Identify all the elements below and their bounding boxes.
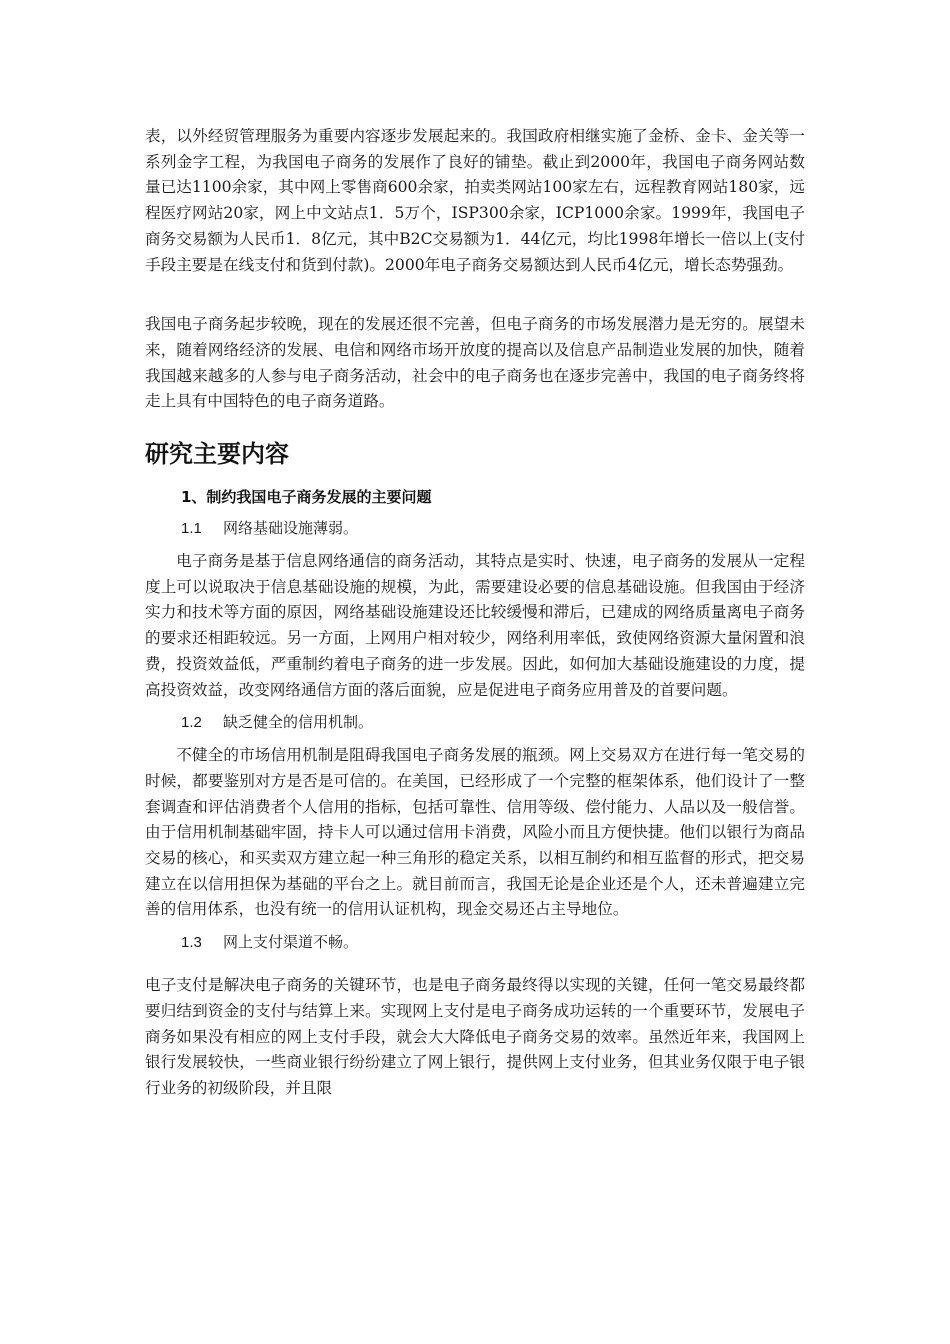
heading-main: 研究主要内容	[145, 440, 289, 469]
subsection-number: 1.2	[181, 714, 202, 732]
paragraph-intro: 表，以外经贸管理服务为重要内容逐步发展起来的。我国政府相继实施了金桥、金卡、金关等一系列金字工程，为我国电子商务的发展作了良好的铺垫。截止到2000年，我国电子商务网站数量已达1100余家，其中网上零售商600余家，拍卖类网站100家左右，远程教育网站180家，远程医疗网站20家，网上中文站点1．5万个，ISP300余家，ICP1000余家。1999年，我国电子商务交易额为人民币1．8亿元，其中B2C交易额为1．44亿元，均比1998年增长一倍以上(支付手段主要是在线支付和货到付款)。2000年电子商务交易额达到人民币4亿元，增长态势强劲。	[145, 127, 805, 274]
subsection-1-1-body: 电子商务是基于信息网络通信的商务活动，其特点是实时、快速，电子商务的发展从一定程度上可以说取决于信息基础设施的规模，为此，需要建设必要的信息基础设施。但我国由于经济实力和技术等方面的原因，网络基础设施建设还比较缓慢和滞后，已建成的网络质量离电子商务的要求还相距较远。另一方面，上网用户相对较少，网络利用率低，致使网络资源大量闲置和浪费，投资效益低，严重制约着电子商务的进一步发展。因此，如何加大基础设施建设的力度，提高投资效益，改变网络通信方面的落后面貌，应是促进电子商务应用普及的首要问题。	[145, 552, 805, 699]
subsection-1-3-body: 电子支付是解决电子商务的关键环节，也是电子商务最终得以实现的关键，任何一笔交易最终都要归结到资金的支付与结算上来。实现网上支付是电子商务成功运转的一个重要环节，发展电子商务如果没有相应的网上支付手段，就会大大降低电子商务交易的效率。虽然近年来，我国网上银行发展较快，一些商业银行纷纷建立了网上银行，提供网上支付业务，但其业务仅限于电子银行业务的初级阶段，并且限	[145, 976, 805, 1097]
subsection-1-2-title	[181, 711, 805, 735]
subsection-1-1-title	[181, 517, 805, 541]
subsection-1-3-title	[181, 931, 805, 955]
subsection-number: 1.1	[181, 520, 202, 538]
section-1-title: 1、制约我国电子商务发展的主要问题	[181, 488, 432, 507]
subsection-label: 网络基础设施薄弱。	[223, 520, 359, 538]
subsection-label: 缺乏健全的信用机制。	[223, 714, 374, 732]
paragraph-outlook: 我国电子商务起步较晚，现在的发展还很不完善，但电子商务的市场发展潜力是无穷的。展望未来，随着网络经济的发展、电信和网络市场开放度的提高以及信息产品制造业发展的加快，随着我国越来越多的人参与电子商务活动，社会中的电子商务也在逐步完善中，我国的电子商务终将走上具有中国特色的电子商务道路。	[145, 315, 805, 411]
subsection-1-2-body: 不健全的市场信用机制是阻碍我国电子商务发展的瓶颈。网上交易双方在进行每一笔交易的时候，都要鉴别对方是否是可信的。在美国，已经形成了一个完整的框架体系，他们设计了一整套调查和评估消费者个人信用的指标，包括可靠性、信用等级、偿付能力、人品以及一般信誉。由于信用机制基础牢固，持卡人可以通过信用卡消费，风险小而且方便快捷。他们以银行为商品交易的核心，和买卖双方建立起一种三角形的稳定关系，以相互制约和相互监督的形式，把交易建立在以信用担保为基础的平台之上。就目前而言，我国无论是企业还是个人，还未普遍建立完善的信用体系，也没有统一的信用认证机构，现金交易还占主导地位。	[145, 746, 805, 919]
document-body	[145, 124, 805, 1102]
subsection-label: 网上支付渠道不畅。	[223, 934, 359, 952]
subsection-number: 1.3	[181, 934, 202, 952]
